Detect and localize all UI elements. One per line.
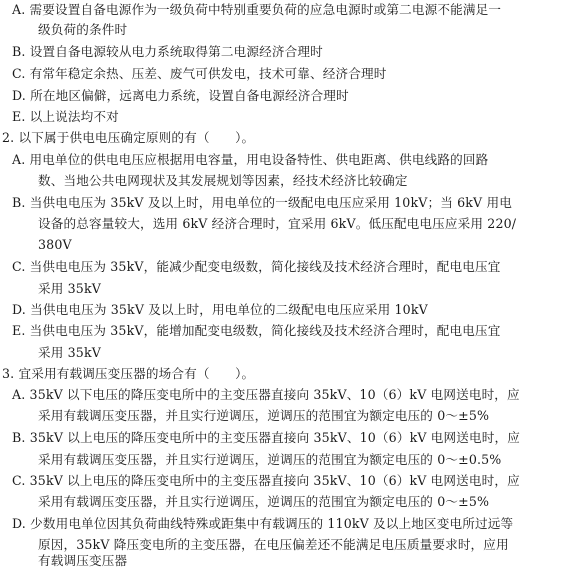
q2-option-d: D. 当供电电压为 35kV 及以上时，用电单位的二级配电电压应采用 10kV — [12, 302, 428, 317]
prev-option-c: C. 有常年稳定余热、压差、废气可供发电，技术可靠、经济合理时 — [12, 66, 387, 81]
q2-option-b-line-1: B. 当供电电压为 35kV 及以上时，用电单位的一级配电电压应采用 10kV；当 6kV 用电 — [12, 195, 512, 210]
q2-option-c-line-1: C. 当供电电压为 35kV，能减少配变电级数，简化接线及技术经济合理时，配电电压宜 — [12, 259, 501, 274]
q3-option-d-line-3: 有载调压变压器 — [38, 553, 128, 568]
q3-option-c-line-2: 采用有载调压变压器，并且实行逆调压，逆调压的范围宜为额定电压的 0～±5% — [38, 494, 490, 509]
q3-option-b-line-2: 采用有载调压变压器，并且实行逆调压，逆调压的范围宜为额定电压的 0～±0.5% — [38, 452, 502, 467]
question-3-stem: 3. 宜采用有载调压变压器的场合有（ ）。 — [2, 366, 255, 381]
prev-option-b: B. 设置自备电源较从电力系统取得第二电源经济合理时 — [12, 44, 323, 59]
prev-option-a-line-2: 级负荷的条件时 — [38, 22, 128, 37]
q2-option-b-line-3: 380V — [38, 237, 72, 252]
q3-option-a-line-1: A. 35kV 以下电压的降压变电所中的主变压器直接向 35kV、10（6）kV 电网送电时，应 — [12, 387, 520, 402]
q2-option-e-line-1: E. 当供电电压为 35kV，能增加配变电级数，简化接线及技术经济合理时，配电电压宜 — [12, 323, 501, 338]
question-2-stem: 2. 以下属于供电电压确定原则的有（ ）。 — [2, 130, 255, 145]
prev-option-e: E. 以上说法均不对 — [12, 109, 119, 124]
q2-option-c-line-2: 采用 35kV — [38, 281, 101, 296]
q3-option-c-line-1: C. 35kV 以上电压的降压变电所中的主变压器直接向 35kV、10（6）kV 电网送电时，应 — [12, 473, 520, 488]
q3-option-b-line-1: B. 35kV 以上电压的降压变电所中的主变压器直接向 35kV、10（6）kV 电网送电时，应 — [12, 430, 520, 445]
q2-option-a-line-1: A. 用电单位的供电电压应根据用电容量，用电设备特性、供电距离、供电线路的回路 — [12, 152, 489, 167]
q3-option-a-line-2: 采用有载调压变压器，并且实行逆调压，逆调压的范围宜为额定电压的 0～±5% — [38, 408, 490, 423]
prev-option-a-line-1: A. 需要设置自备电源作为一级负荷中特别重要负荷的应急电源时或第二电源不能满足一 — [12, 2, 502, 17]
q2-option-a-line-2: 数、当地公共电网现状及其发展规划等因素，经技术经济比较确定 — [38, 173, 408, 188]
prev-option-d: D. 所在地区偏僻，远离电力系统，设置自备电源经济合理时 — [12, 88, 349, 103]
q2-option-e-line-2: 采用 35kV — [38, 345, 101, 360]
q3-option-d-line-2: 原因，35kV 降压变电所的主变压器，在电压偏差还不能满足电压质量要求时，应用 — [38, 537, 509, 552]
q2-option-b-line-2: 设备的总容量较大，选用 6kV 经济合理时，宜采用 6kV。低压配电电压应采用 220/ — [38, 216, 517, 231]
q3-option-d-line-1: D. 少数用电单位因其负荷曲线特殊或距集中有载调压的 110kV 及以上地区变电所过远等 — [12, 516, 514, 531]
